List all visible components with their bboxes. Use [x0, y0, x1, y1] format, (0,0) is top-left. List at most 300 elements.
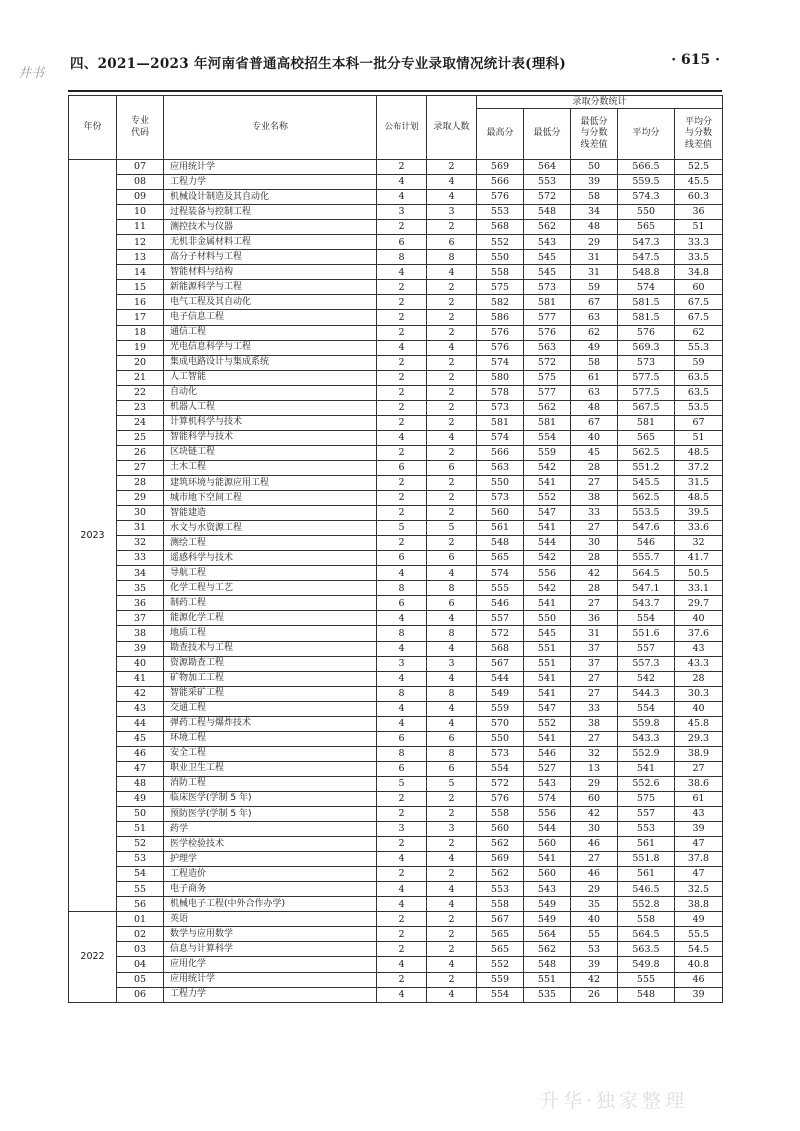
min-cell: 556 — [524, 566, 571, 581]
max-cell: 562 — [477, 837, 524, 852]
avg-diff-cell: 67.5 — [675, 295, 723, 310]
min-diff-cell: 30 — [571, 536, 618, 551]
avg-diff-cell: 29.7 — [675, 596, 723, 611]
plan-cell: 2 — [377, 385, 427, 400]
max-cell: 574 — [477, 355, 524, 370]
min-diff-cell: 28 — [571, 460, 618, 475]
name-cell: 勘查技术与工程 — [164, 641, 377, 656]
min-cell: 546 — [524, 746, 571, 761]
admitted-cell: 4 — [427, 340, 477, 355]
plan-cell: 4 — [377, 671, 427, 686]
min-diff-cell: 26 — [571, 987, 618, 1002]
avg-cell: 562.5 — [618, 445, 675, 460]
plan-cell: 6 — [377, 731, 427, 746]
min-diff-cell: 29 — [571, 235, 618, 250]
max-cell: 559 — [477, 972, 524, 987]
code-cell: 48 — [117, 776, 164, 791]
table-row — [69, 731, 723, 746]
plan-cell: 6 — [377, 235, 427, 250]
plan-cell: 4 — [377, 987, 427, 1002]
name-cell: 计算机科学与技术 — [164, 415, 377, 430]
max-cell: 567 — [477, 656, 524, 671]
avg-cell: 544.3 — [618, 686, 675, 701]
plan-cell: 4 — [377, 340, 427, 355]
table-row — [69, 746, 723, 761]
plan-cell: 2 — [377, 791, 427, 806]
code-cell: 44 — [117, 716, 164, 731]
admitted-cell: 4 — [427, 701, 477, 716]
name-cell: 工程力学 — [164, 987, 377, 1002]
table-row — [69, 460, 723, 475]
name-cell: 无机非金属材料工程 — [164, 235, 377, 250]
table-row — [69, 822, 723, 837]
max-cell: 573 — [477, 491, 524, 506]
avg-diff-cell: 32 — [675, 536, 723, 551]
min-diff-cell: 67 — [571, 415, 618, 430]
admitted-cell: 8 — [427, 686, 477, 701]
admitted-cell: 2 — [427, 160, 477, 175]
max-cell: 572 — [477, 776, 524, 791]
min-diff-cell: 38 — [571, 716, 618, 731]
avg-diff-cell: 40 — [675, 701, 723, 716]
plan-cell: 2 — [377, 160, 427, 175]
table-row — [69, 355, 723, 370]
max-cell: 568 — [477, 641, 524, 656]
table-row — [69, 641, 723, 656]
min-diff-cell: 48 — [571, 220, 618, 235]
code-cell: 31 — [117, 521, 164, 536]
avg-cell: 554 — [618, 611, 675, 626]
avg-cell: 569.3 — [618, 340, 675, 355]
min-diff-cell: 62 — [571, 325, 618, 340]
min-diff-cell: 32 — [571, 746, 618, 761]
admitted-cell: 2 — [427, 385, 477, 400]
avg-diff-cell: 59 — [675, 355, 723, 370]
code-cell: 45 — [117, 731, 164, 746]
admitted-cell: 2 — [427, 280, 477, 295]
plan-cell: 2 — [377, 491, 427, 506]
max-cell: 575 — [477, 280, 524, 295]
avg-diff-cell: 48.5 — [675, 445, 723, 460]
min-cell: 554 — [524, 430, 571, 445]
col-avg-header: 平均分 — [618, 109, 675, 160]
admitted-cell: 4 — [427, 957, 477, 972]
min-diff-cell: 40 — [571, 430, 618, 445]
admitted-cell: 5 — [427, 521, 477, 536]
name-cell: 临床医学(学制 5 年) — [164, 791, 377, 806]
min-cell: 527 — [524, 761, 571, 776]
code-cell: 42 — [117, 686, 164, 701]
code-cell: 20 — [117, 355, 164, 370]
corner-watermark: 井书 — [18, 66, 45, 81]
table-row — [69, 295, 723, 310]
admitted-cell: 4 — [427, 175, 477, 190]
code-cell: 14 — [117, 265, 164, 280]
min-diff-cell: 37 — [571, 641, 618, 656]
plan-cell: 4 — [377, 611, 427, 626]
avg-cell: 553 — [618, 822, 675, 837]
code-cell: 39 — [117, 641, 164, 656]
table-row — [69, 340, 723, 355]
table-row — [69, 656, 723, 671]
min-diff-cell: 27 — [571, 596, 618, 611]
code-cell: 29 — [117, 491, 164, 506]
col-min-diff-header: 最低分与分数线差值 — [571, 109, 618, 160]
max-cell: 554 — [477, 987, 524, 1002]
plan-cell: 2 — [377, 400, 427, 415]
min-cell: 581 — [524, 415, 571, 430]
min-cell: 563 — [524, 340, 571, 355]
code-cell: 40 — [117, 656, 164, 671]
avg-diff-cell: 61 — [675, 791, 723, 806]
avg-cell: 564.5 — [618, 566, 675, 581]
plan-cell: 4 — [377, 265, 427, 280]
min-diff-cell: 27 — [571, 475, 618, 490]
plan-cell: 4 — [377, 957, 427, 972]
admitted-cell: 2 — [427, 912, 477, 927]
min-cell: 543 — [524, 776, 571, 791]
max-cell: 565 — [477, 551, 524, 566]
name-cell: 预防医学(学制 5 年) — [164, 807, 377, 822]
plan-cell: 6 — [377, 761, 427, 776]
min-cell: 541 — [524, 475, 571, 490]
plan-cell: 3 — [377, 822, 427, 837]
plan-cell: 2 — [377, 837, 427, 852]
min-diff-cell: 37 — [571, 656, 618, 671]
admitted-cell: 8 — [427, 746, 477, 761]
min-cell: 564 — [524, 160, 571, 175]
plan-cell: 2 — [377, 310, 427, 325]
code-cell: 50 — [117, 807, 164, 822]
plan-cell: 4 — [377, 190, 427, 205]
avg-cell: 552.8 — [618, 897, 675, 912]
min-cell: 547 — [524, 701, 571, 716]
avg-diff-cell: 32.5 — [675, 882, 723, 897]
name-cell: 数学与应用数学 — [164, 927, 377, 942]
min-diff-cell: 35 — [571, 897, 618, 912]
admitted-cell: 4 — [427, 882, 477, 897]
min-diff-cell: 13 — [571, 761, 618, 776]
avg-diff-cell: 52.5 — [675, 160, 723, 175]
avg-diff-cell: 28 — [675, 671, 723, 686]
min-diff-cell: 28 — [571, 581, 618, 596]
avg-diff-cell: 62 — [675, 325, 723, 340]
admitted-cell: 2 — [427, 445, 477, 460]
code-cell: 30 — [117, 506, 164, 521]
avg-diff-cell: 51 — [675, 430, 723, 445]
max-cell: 565 — [477, 942, 524, 957]
avg-diff-cell: 40 — [675, 611, 723, 626]
max-cell: 568 — [477, 220, 524, 235]
name-cell: 机械设计制造及其自动化 — [164, 190, 377, 205]
min-cell: 573 — [524, 280, 571, 295]
admitted-cell: 2 — [427, 400, 477, 415]
admitted-cell: 2 — [427, 807, 477, 822]
name-cell: 智能科学与技术 — [164, 430, 377, 445]
avg-cell: 562.5 — [618, 491, 675, 506]
admitted-cell: 3 — [427, 822, 477, 837]
name-cell: 消防工程 — [164, 776, 377, 791]
code-cell: 38 — [117, 626, 164, 641]
min-cell: 541 — [524, 686, 571, 701]
avg-cell: 552.9 — [618, 746, 675, 761]
plan-cell: 8 — [377, 250, 427, 265]
table-row — [69, 701, 723, 716]
min-cell: 541 — [524, 596, 571, 611]
name-cell: 过程装备与控制工程 — [164, 205, 377, 220]
admitted-cell: 2 — [427, 355, 477, 370]
avg-diff-cell: 38.8 — [675, 897, 723, 912]
avg-cell: 574 — [618, 280, 675, 295]
plan-cell: 4 — [377, 175, 427, 190]
avg-diff-cell: 34.8 — [675, 265, 723, 280]
avg-diff-cell: 46 — [675, 972, 723, 987]
min-cell: 545 — [524, 250, 571, 265]
table-row — [69, 475, 723, 490]
name-cell: 制药工程 — [164, 596, 377, 611]
table-row — [69, 280, 723, 295]
code-cell: 51 — [117, 822, 164, 837]
avg-diff-cell: 38.9 — [675, 746, 723, 761]
min-cell: 562 — [524, 942, 571, 957]
min-cell: 577 — [524, 310, 571, 325]
code-cell: 02 — [117, 927, 164, 942]
name-cell: 电子信息工程 — [164, 310, 377, 325]
max-cell: 572 — [477, 626, 524, 641]
code-cell: 27 — [117, 460, 164, 475]
table-row — [69, 536, 723, 551]
avg-cell: 558 — [618, 912, 675, 927]
code-cell: 24 — [117, 415, 164, 430]
avg-diff-cell: 55.5 — [675, 927, 723, 942]
name-cell: 光电信息科学与工程 — [164, 340, 377, 355]
max-cell: 560 — [477, 822, 524, 837]
min-diff-cell: 39 — [571, 175, 618, 190]
min-diff-cell: 27 — [571, 521, 618, 536]
avg-diff-cell: 67.5 — [675, 310, 723, 325]
plan-cell: 2 — [377, 807, 427, 822]
min-diff-cell: 27 — [571, 686, 618, 701]
min-cell: 541 — [524, 852, 571, 867]
admission-table — [68, 95, 723, 1003]
plan-cell: 8 — [377, 686, 427, 701]
name-cell: 水文与水资源工程 — [164, 521, 377, 536]
name-cell: 遥感科学与技术 — [164, 551, 377, 566]
admitted-cell: 4 — [427, 430, 477, 445]
avg-diff-cell: 54.5 — [675, 942, 723, 957]
name-cell: 职业卫生工程 — [164, 761, 377, 776]
plan-cell: 2 — [377, 220, 427, 235]
min-diff-cell: 33 — [571, 701, 618, 716]
col-min-header: 最低分 — [524, 109, 571, 160]
plan-cell: 2 — [377, 972, 427, 987]
name-cell: 智能采矿工程 — [164, 686, 377, 701]
avg-diff-cell: 67 — [675, 415, 723, 430]
name-cell: 自动化 — [164, 385, 377, 400]
table-row — [69, 807, 723, 822]
min-diff-cell: 39 — [571, 957, 618, 972]
avg-cell: 577.5 — [618, 385, 675, 400]
header-rule — [68, 90, 722, 92]
avg-diff-cell: 41.7 — [675, 551, 723, 566]
table-row — [69, 506, 723, 521]
min-cell: 575 — [524, 370, 571, 385]
code-cell: 56 — [117, 897, 164, 912]
table-row — [69, 626, 723, 641]
code-cell: 07 — [117, 160, 164, 175]
min-cell: 543 — [524, 235, 571, 250]
table-row — [69, 686, 723, 701]
plan-cell: 3 — [377, 656, 427, 671]
name-cell: 应用化学 — [164, 957, 377, 972]
plan-cell: 4 — [377, 852, 427, 867]
code-cell: 04 — [117, 957, 164, 972]
table-row — [69, 400, 723, 415]
code-cell: 35 — [117, 581, 164, 596]
admitted-cell: 4 — [427, 671, 477, 686]
avg-cell: 581.5 — [618, 310, 675, 325]
max-cell: 578 — [477, 385, 524, 400]
name-cell: 矿物加工工程 — [164, 671, 377, 686]
avg-cell: 557 — [618, 641, 675, 656]
code-cell: 03 — [117, 942, 164, 957]
code-cell: 06 — [117, 987, 164, 1002]
min-cell: 576 — [524, 325, 571, 340]
avg-cell: 574.3 — [618, 190, 675, 205]
avg-cell: 559.8 — [618, 716, 675, 731]
table-row — [69, 837, 723, 852]
min-diff-cell: 58 — [571, 190, 618, 205]
table-row — [69, 491, 723, 506]
col-code-header: 专业代码 — [117, 96, 164, 160]
avg-cell: 581.5 — [618, 295, 675, 310]
name-cell: 交通工程 — [164, 701, 377, 716]
name-cell: 城市地下空间工程 — [164, 491, 377, 506]
table-row — [69, 791, 723, 806]
name-cell: 建筑环境与能源应用工程 — [164, 475, 377, 490]
plan-cell: 4 — [377, 716, 427, 731]
max-cell: 569 — [477, 160, 524, 175]
col-name-header: 专业名称 — [164, 96, 377, 160]
name-cell: 电子商务 — [164, 882, 377, 897]
code-cell: 11 — [117, 220, 164, 235]
min-cell: 559 — [524, 445, 571, 460]
code-cell: 37 — [117, 611, 164, 626]
min-diff-cell: 27 — [571, 731, 618, 746]
page-number: · 615 · — [671, 52, 720, 68]
min-diff-cell: 36 — [571, 611, 618, 626]
min-diff-cell: 28 — [571, 551, 618, 566]
min-cell: 556 — [524, 807, 571, 822]
avg-diff-cell: 50.5 — [675, 566, 723, 581]
code-cell: 52 — [117, 837, 164, 852]
min-cell: 547 — [524, 506, 571, 521]
plan-cell: 4 — [377, 641, 427, 656]
min-diff-cell: 63 — [571, 385, 618, 400]
name-cell: 新能源科学与工程 — [164, 280, 377, 295]
plan-cell: 2 — [377, 295, 427, 310]
avg-cell: 543.3 — [618, 731, 675, 746]
plan-cell: 4 — [377, 897, 427, 912]
table-row — [69, 611, 723, 626]
name-cell: 应用统计学 — [164, 160, 377, 175]
plan-cell: 4 — [377, 701, 427, 716]
admitted-cell: 4 — [427, 852, 477, 867]
admitted-cell: 2 — [427, 536, 477, 551]
code-cell: 25 — [117, 430, 164, 445]
avg-diff-cell: 49 — [675, 912, 723, 927]
table-row — [69, 235, 723, 250]
min-diff-cell: 45 — [571, 445, 618, 460]
max-cell: 576 — [477, 340, 524, 355]
min-diff-cell: 48 — [571, 400, 618, 415]
max-cell: 555 — [477, 581, 524, 596]
table-row — [69, 430, 723, 445]
table-row — [69, 581, 723, 596]
table-row — [69, 205, 723, 220]
avg-cell: 553.5 — [618, 506, 675, 521]
avg-cell: 542 — [618, 671, 675, 686]
name-cell: 安全工程 — [164, 746, 377, 761]
code-cell: 33 — [117, 551, 164, 566]
avg-cell: 547.6 — [618, 521, 675, 536]
table-row — [69, 325, 723, 340]
max-cell: 567 — [477, 912, 524, 927]
max-cell: 560 — [477, 506, 524, 521]
table-row — [69, 912, 723, 927]
name-cell: 医学检验技术 — [164, 837, 377, 852]
min-diff-cell: 61 — [571, 370, 618, 385]
admitted-cell: 2 — [427, 972, 477, 987]
min-diff-cell: 40 — [571, 912, 618, 927]
table-row — [69, 265, 723, 280]
min-cell: 577 — [524, 385, 571, 400]
max-cell: 570 — [477, 716, 524, 731]
avg-cell: 546.5 — [618, 882, 675, 897]
code-cell: 13 — [117, 250, 164, 265]
avg-diff-cell: 60.3 — [675, 190, 723, 205]
avg-cell: 561 — [618, 867, 675, 882]
avg-cell: 567.5 — [618, 400, 675, 415]
avg-cell: 547.5 — [618, 250, 675, 265]
name-cell: 护理学 — [164, 852, 377, 867]
min-diff-cell: 67 — [571, 295, 618, 310]
col-avg-diff-header: 平均分与分数线差值 — [675, 109, 723, 160]
table-row — [69, 671, 723, 686]
avg-cell: 581 — [618, 415, 675, 430]
table-body — [69, 160, 723, 1003]
admitted-cell: 2 — [427, 415, 477, 430]
max-cell: 581 — [477, 415, 524, 430]
avg-cell: 550 — [618, 205, 675, 220]
name-cell: 智能材料与结构 — [164, 265, 377, 280]
col-plan-header: 公布计划 — [377, 96, 427, 160]
plan-cell: 2 — [377, 370, 427, 385]
avg-cell: 563.5 — [618, 942, 675, 957]
plan-cell: 2 — [377, 536, 427, 551]
min-diff-cell: 27 — [571, 671, 618, 686]
avg-cell: 545.5 — [618, 475, 675, 490]
name-cell: 药学 — [164, 822, 377, 837]
table-row — [69, 987, 723, 1002]
avg-cell: 548.8 — [618, 265, 675, 280]
plan-cell: 8 — [377, 746, 427, 761]
min-diff-cell: 58 — [571, 355, 618, 370]
name-cell: 通信工程 — [164, 325, 377, 340]
plan-cell: 2 — [377, 506, 427, 521]
min-cell: 541 — [524, 671, 571, 686]
page-title: 四、2021—2023 年河南省普通高校招生本科一批分专业录取情况统计表(理科) — [70, 56, 567, 72]
